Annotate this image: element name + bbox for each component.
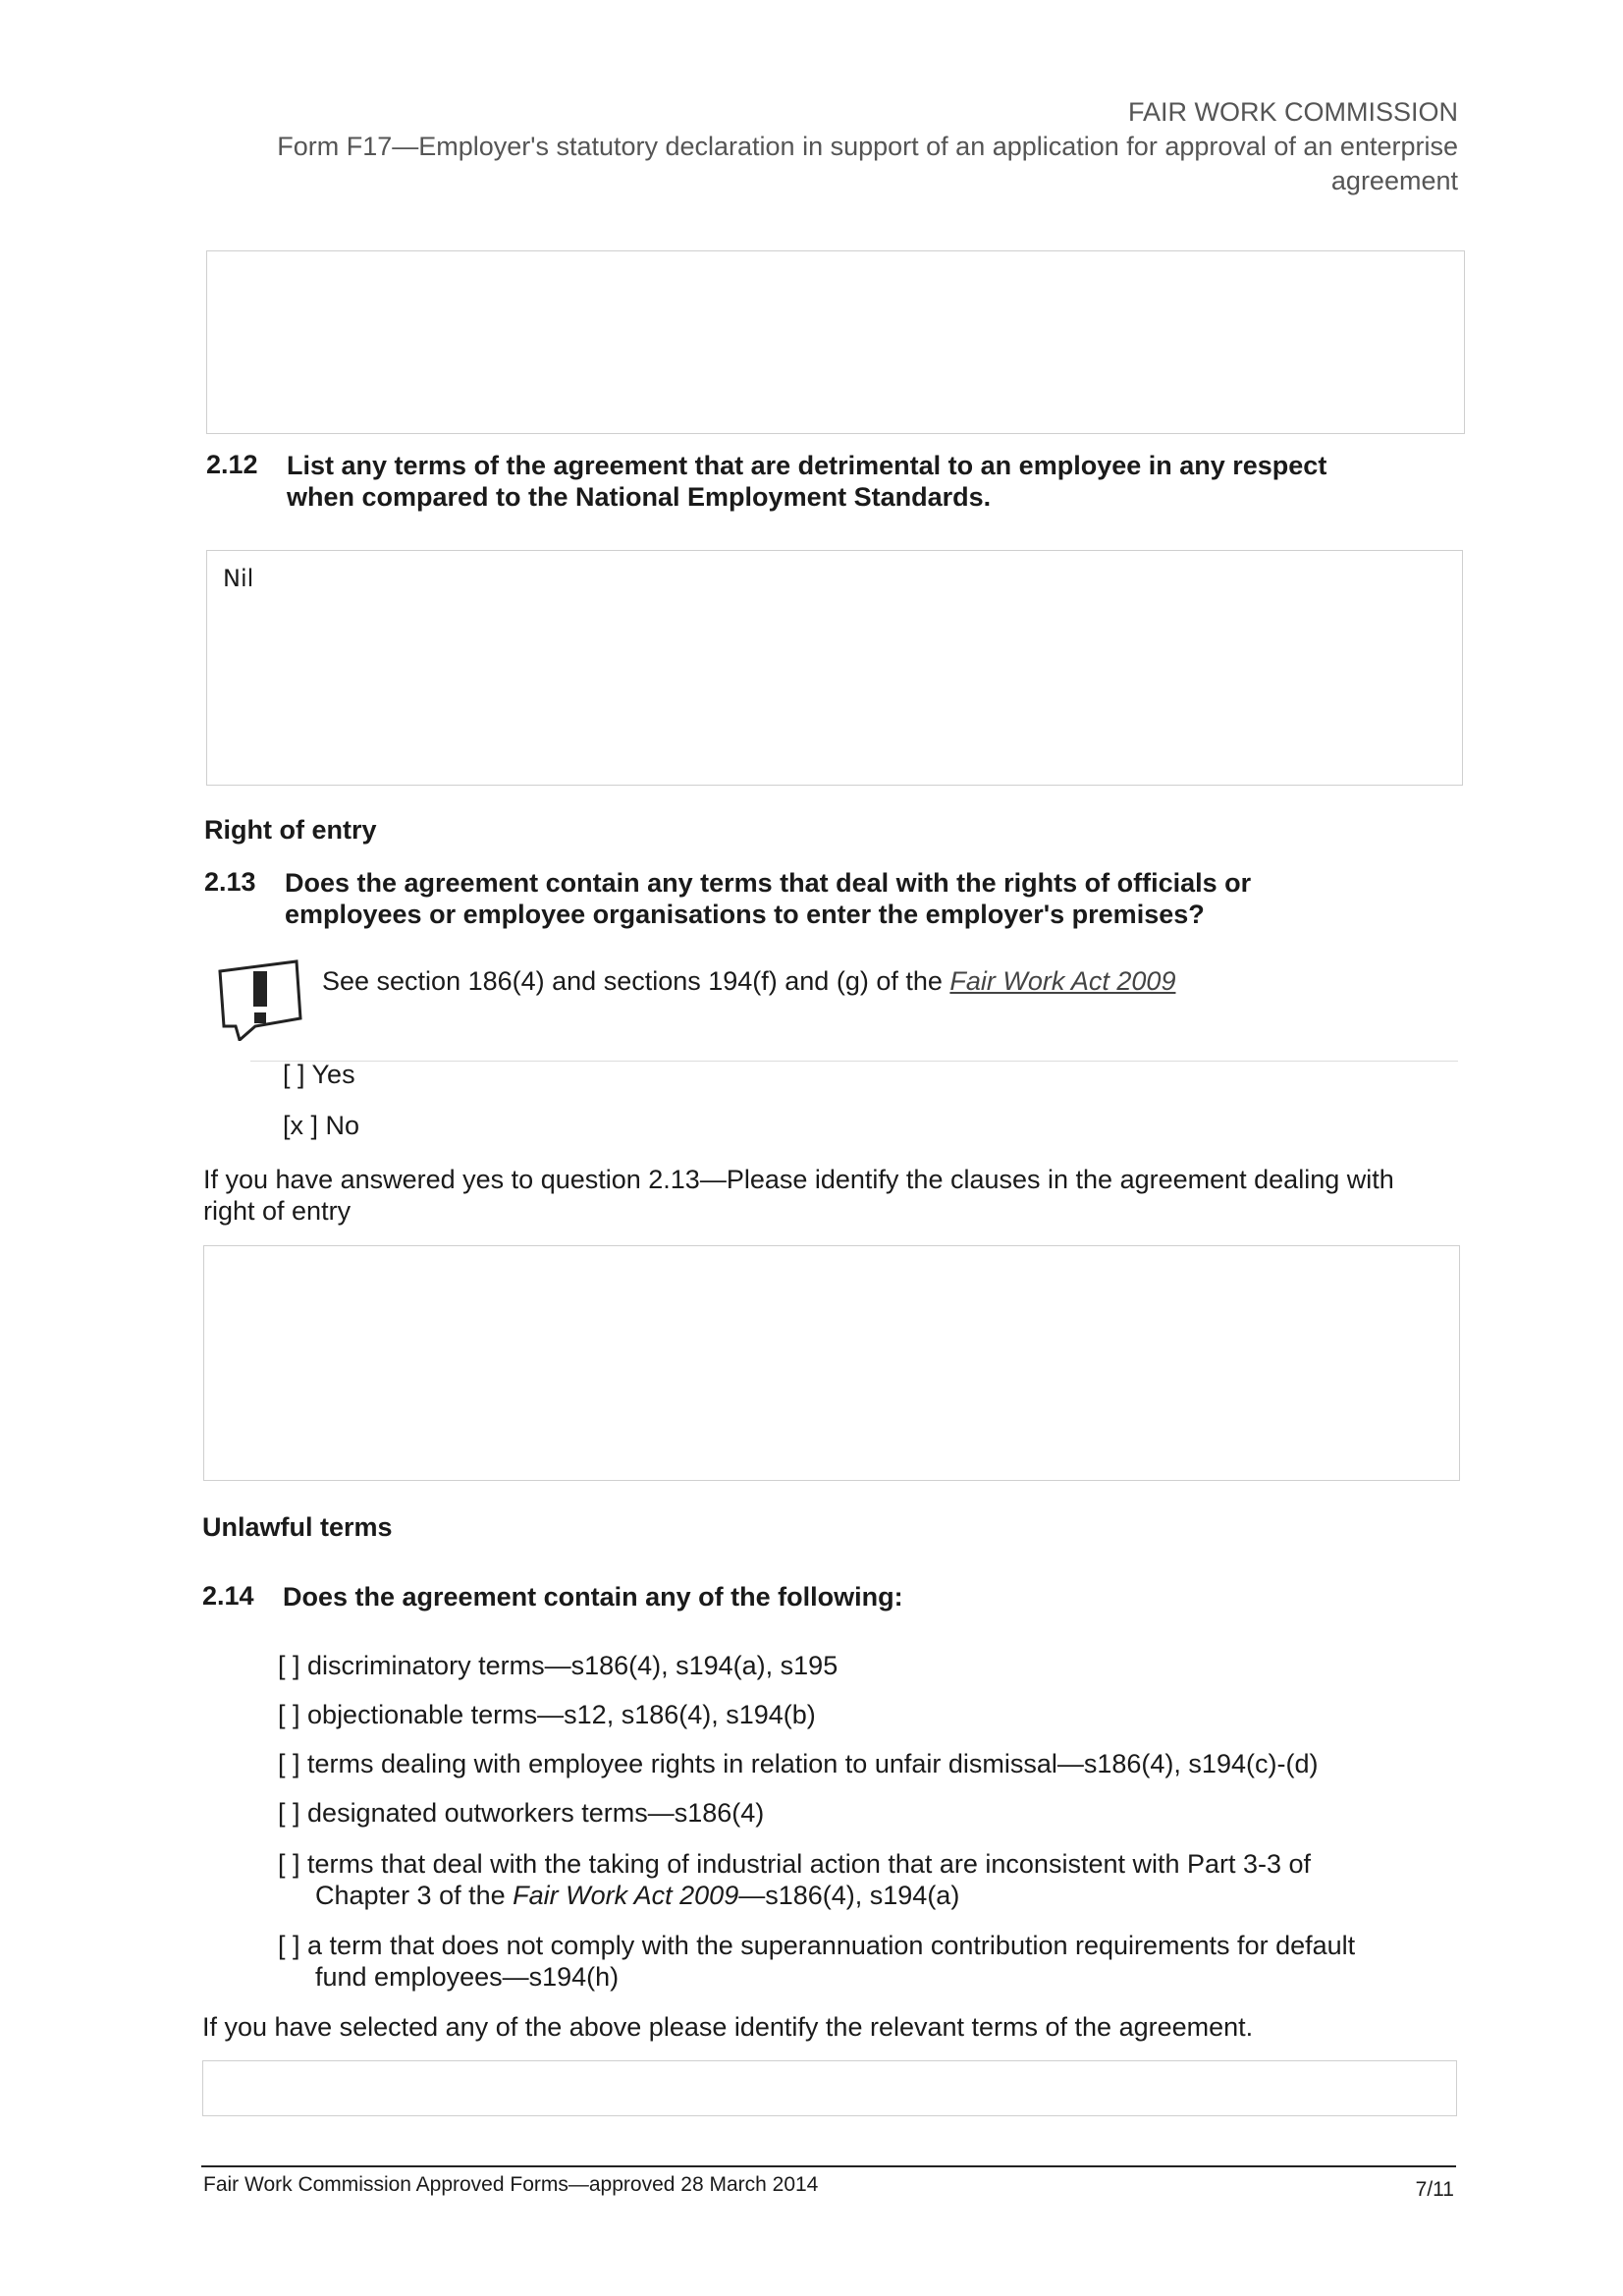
question-number: 2.14 xyxy=(202,1581,254,1611)
option-label: discriminatory terms—s186(4), s194(a), s195 xyxy=(307,1651,839,1680)
option-label: objectionable terms—s12, s186(4), s194(b) xyxy=(307,1700,816,1729)
section-heading: Unlawful terms xyxy=(202,1512,393,1542)
question-text-line2: when compared to the National Employment Standards. xyxy=(287,482,992,512)
option-no[interactable] xyxy=(283,1110,359,1141)
checkbox[interactable]: [ ] xyxy=(278,1651,300,1680)
section-heading: Right of entry xyxy=(204,815,377,845)
option-objectionable[interactable] xyxy=(278,1699,816,1730)
form-title-line1: Form F17—Employer's statutory declaration in support of an application for approval of an enterprise xyxy=(277,132,1458,161)
form-title-line2: agreement xyxy=(1330,166,1458,195)
header-org: FAIR WORK COMMISSION xyxy=(1127,97,1458,127)
followup-line2: right of entry xyxy=(203,1196,352,1226)
checkbox-no[interactable]: [x ] xyxy=(283,1111,319,1140)
option-label: terms that deal with the taking of industrial action that are inconsistent with Part 3-3 of xyxy=(307,1849,1312,1879)
followup-line1: If you have answered yes to question 2.13—Please identify the clauses in the agreement dealing with xyxy=(203,1165,1394,1194)
question-text xyxy=(285,867,1414,930)
fair-work-act-link[interactable]: Fair Work Act 2009 xyxy=(949,966,1176,996)
act-title: Fair Work Act 2009 xyxy=(513,1881,739,1910)
option-label: No xyxy=(325,1111,360,1140)
footer-rule xyxy=(201,2165,1456,2167)
answer-box-2-12[interactable] xyxy=(206,550,1463,786)
followup-instruction: If you have selected any of the above please identify the relevant terms of the agreement. xyxy=(202,2012,1254,2042)
previous-answer-box[interactable] xyxy=(206,250,1465,434)
option-label-line2: fund employees—s194(h) xyxy=(315,1962,620,1992)
followup-instruction xyxy=(203,1164,1470,1227)
question-number: 2.12 xyxy=(206,450,258,479)
question-text-line1: List any terms of the agreement that are detrimental to an employee in any respect xyxy=(287,451,1327,480)
checkbox[interactable]: [ ] xyxy=(278,1700,300,1729)
option-label-text: Chapter 3 of the xyxy=(315,1881,514,1910)
option-label-text: —s186(4), s194(a) xyxy=(738,1881,960,1910)
checkbox-yes[interactable]: [ ] xyxy=(283,1060,305,1089)
option-label: Yes xyxy=(311,1060,355,1089)
answer-box-2-13[interactable] xyxy=(203,1245,1460,1481)
answer-text: Nil xyxy=(223,565,254,592)
checkbox[interactable]: [ ] xyxy=(278,1749,300,1778)
legislation-note xyxy=(322,965,1175,997)
page-number: 7/11 xyxy=(1415,2178,1454,2201)
checkbox[interactable]: [ ] xyxy=(278,1798,300,1828)
checkbox[interactable]: [ ] xyxy=(278,1849,300,1879)
option-yes[interactable] xyxy=(283,1059,355,1090)
option-label-line2 xyxy=(278,1880,1456,1911)
question-text xyxy=(287,450,1416,513)
note-text: See section 186(4) and sections 194(f) and (g) of the xyxy=(322,966,950,996)
option-label: terms dealing with employee rights in relation to unfair dismissal—s186(4), s194(c)-(d) xyxy=(307,1749,1319,1778)
warning-icon xyxy=(216,957,304,1041)
option-label: designated outworkers terms—s186(4) xyxy=(307,1798,765,1828)
option-label: a term that does not comply with the superannuation contribution requirements for default xyxy=(307,1931,1356,1960)
option-discriminatory[interactable] xyxy=(278,1650,838,1681)
option-unfair-dismissal[interactable] xyxy=(278,1748,1318,1779)
question-text-line1: Does the agreement contain any terms that deal with the rights of officials or xyxy=(285,868,1252,898)
option-outworkers[interactable] xyxy=(278,1797,764,1829)
checkbox[interactable]: [ ] xyxy=(278,1931,300,1960)
option-superannuation[interactable] xyxy=(278,1930,1456,1993)
option-industrial-action[interactable] xyxy=(278,1848,1456,1911)
footer-text: Fair Work Commission Approved Forms—approved 28 March 2014 xyxy=(203,2173,819,2196)
question-text: Does the agreement contain any of the following: xyxy=(283,1582,903,1612)
question-number: 2.13 xyxy=(204,867,256,897)
divider xyxy=(250,1061,1458,1062)
answer-box-2-14[interactable] xyxy=(202,2060,1457,2116)
question-text-line2: employees or employee organisations to enter the employer's premises? xyxy=(285,900,1205,929)
